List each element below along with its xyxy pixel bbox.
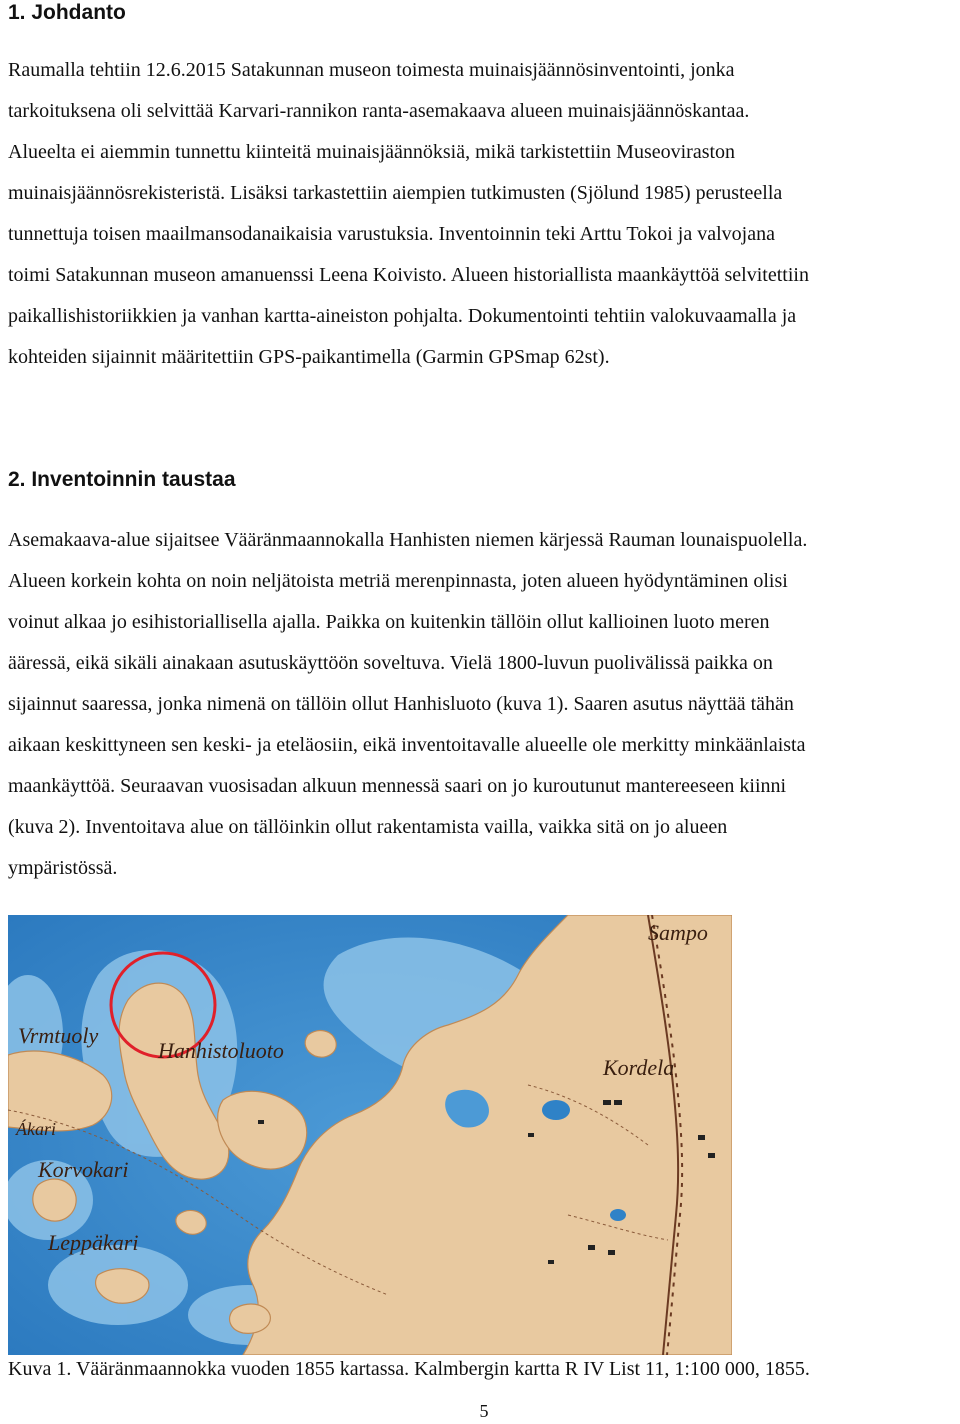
map-label-sampo: Sampo: [648, 920, 708, 945]
map-label-korvokari: Korvokari: [38, 1157, 129, 1182]
page-number: 5: [479, 1401, 489, 1421]
figure-caption: Kuva 1. Vääränmaannokka vuoden 1855 kartassa. Kalmbergin kartta R IV List 11, 1:100 000, 1855.: [8, 1358, 810, 1380]
paragraph-line: Raumalla tehtiin 12.6.2015 Satakunnan museon toimesta muinaisjäännösinventointi, jonka: [8, 59, 735, 81]
historical-map-figure: [8, 915, 732, 1355]
paragraph-line: (kuva 2). Inventoitava alue on tällöinkin ollut rakentamista vailla, vaikka sitä on jo alueen: [8, 816, 728, 838]
section-1-paragraph: [8, 50, 960, 378]
paragraph-line: ympäristössä.: [8, 857, 118, 879]
paragraph-line: kohteiden sijainnit määritettiin GPS-paikantimella (Garmin GPSmap 62st).: [8, 346, 610, 368]
paragraph-line: ääressä, eikä sikäli ainakaan asutuskäyttöön soveltuva. Vielä 1800-luvun puolivälissä paikka on: [8, 652, 773, 674]
historical-map: [8, 915, 732, 1355]
map-label-akari: Ákari: [16, 1119, 56, 1139]
paragraph-line: Asemakaava-alue sijaitsee Vääränmaannokalla Hanhisten niemen kärjessä Rauman lounaispuolella.: [8, 529, 808, 551]
paragraph-line: voinut alkaa jo esihistoriallisella ajalla. Paikka on kuitenkin tällöin ollut kallioinen luoto meren: [8, 611, 770, 633]
paragraph-line: Alueelta ei aiemmin tunnettu kiinteitä muinaisjäännöksiä, mikä tarkistettiin Museoviraston: [8, 141, 736, 163]
map-label-urmtuoly: Vrmtuoly: [18, 1023, 99, 1048]
paragraph-line: aikaan keskittyneen sen keski- ja eteläosiin, eikä inventoitavalle alueelle ole merkitty minkäänlaista: [8, 734, 806, 756]
paragraph-line: muinaisjäännösrekisteristä. Lisäksi tarkastettiin aiempien tutkimusten (Sjölund 1985) perusteella: [8, 182, 783, 204]
paragraph-line: Alueen korkein kohta on noin neljätoista metriä merenpinnasta, joten alueen hyödyntäminen olisi: [8, 570, 788, 592]
paragraph-line: maankäyttöä. Seuraavan vuosisadan alkuun mennessä saari on jo kuroutunut mantereeseen kiinni: [8, 775, 787, 797]
section-1-heading: 1. Johdanto: [8, 1, 126, 24]
paragraph-line: tunnettuja toisen maailmansodanaikaisia varustuksia. Inventoinnin teki Arttu Tokoi ja valvojana: [8, 223, 775, 245]
map-label-leppakari: Leppäkari: [48, 1230, 139, 1255]
section-2-paragraph: [8, 520, 960, 889]
section-2-heading: 2. Inventoinnin taustaa: [8, 468, 236, 491]
paragraph-line: toimi Satakunnan museon amanuenssi Leena Koivisto. Alueen historiallista maankäyttöä selvitettiin: [8, 264, 809, 286]
map-label-hanhistoluoto: Hanhistoluoto: [158, 1038, 284, 1063]
paragraph-line: sijainnut saaressa, jonka nimenä on tällöin ollut Hanhisluoto (kuva 1). Saaren asutus näyttää tähän: [8, 693, 794, 715]
paragraph-line: tarkoituksena oli selvittää Karvari-rannikon ranta-asemakaava alueen muinaisjäännöskantaa.: [8, 100, 750, 122]
map-label-kordela: Kordela: [603, 1055, 675, 1080]
paragraph-line: paikallishistoriikkien ja vanhan kartta-aineiston pohjalta. Dokumentointi tehtiin valokuvaamalla ja: [8, 305, 797, 327]
